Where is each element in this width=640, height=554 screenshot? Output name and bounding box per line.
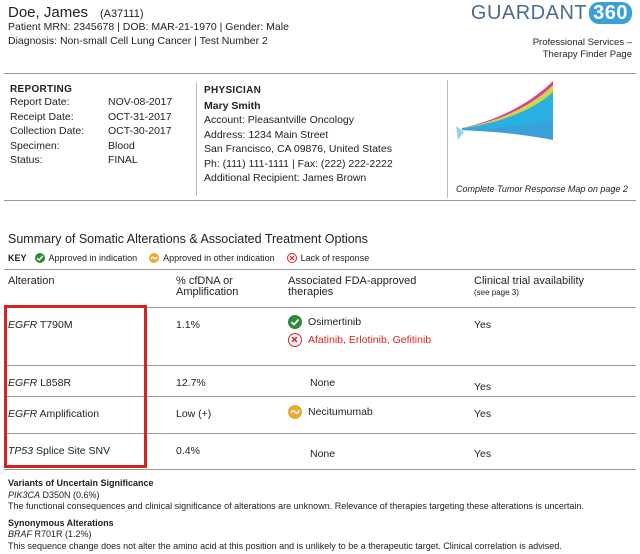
map-caption: Complete Tumor Response Map on page 2 bbox=[456, 184, 628, 194]
reporting-row: Status: FINAL bbox=[10, 154, 138, 166]
x-circle-icon bbox=[288, 333, 302, 347]
therapy-approved: Osimertinib bbox=[288, 315, 466, 329]
syn-variant: BRAF R701R (1.2%) bbox=[8, 529, 92, 539]
physician-address1: Address: 1234 Main Street bbox=[204, 128, 329, 141]
check-icon bbox=[288, 315, 302, 329]
patient-id: (A37111) bbox=[99, 8, 144, 20]
reporting-section bbox=[10, 84, 172, 169]
alteration-cell: EGFR Amplification bbox=[4, 397, 172, 434]
pct-cell: 0.4% bbox=[172, 434, 284, 470]
syn-text: This sequence change does not alter the amino acid at this position and is unlikely to be a therapeutic target. Clinical correlation is advised. bbox=[8, 540, 562, 551]
logo-number: 360 bbox=[589, 2, 632, 24]
header-alteration: Alteration bbox=[4, 270, 172, 308]
physician-address2: San Francisco, CA 09876, United States bbox=[204, 143, 392, 155]
section-divider bbox=[196, 82, 197, 196]
additional-variants bbox=[8, 478, 584, 552]
vous-text: The functional consequences and clinical significance of alterations are unknown. Relevance of therapies targeting these alterations is uncertain. bbox=[8, 501, 584, 511]
trial-cell: Yes bbox=[470, 434, 636, 470]
prof-line2: Therapy Finder Page bbox=[542, 49, 632, 60]
vous-variant: PIK3CA D350N (0.6%) bbox=[8, 489, 100, 500]
key-approved: Approved in indication bbox=[35, 253, 138, 263]
pct-cell: Low (+) bbox=[172, 397, 284, 434]
patient-name: Doe, James bbox=[8, 4, 89, 21]
header-cfdna: % cfDNA or Amplification bbox=[172, 270, 284, 308]
wave-icon bbox=[149, 253, 159, 263]
alteration-highlight-box bbox=[4, 305, 147, 468]
diagnosis-line: Diagnosis: Non-small Cell Lung Cancer | Test Number 2 bbox=[8, 35, 268, 47]
alteration-cell: EGFR T790M bbox=[4, 308, 172, 366]
tumor-response-map bbox=[447, 80, 634, 198]
patient-mrn-line: Patient MRN: 2345678 | DOB: MAR-21-1970 | Gender: Male bbox=[8, 21, 289, 33]
therapy-cell: None bbox=[284, 366, 470, 397]
guardant-logo bbox=[471, 2, 632, 25]
wave-icon bbox=[288, 405, 302, 419]
alteration-cell: TP53 Splice Site SNV bbox=[4, 434, 172, 470]
trial-cell: Yes bbox=[470, 366, 636, 397]
key-legend bbox=[8, 253, 381, 263]
reporting-title: REPORTING bbox=[10, 84, 73, 95]
physician-section bbox=[204, 84, 393, 186]
physician-recipient: Additional Recipient: James Brown bbox=[204, 172, 367, 184]
table-header-row bbox=[4, 270, 636, 308]
prof-line1: Professional Services – bbox=[532, 37, 632, 48]
therapy-cell bbox=[284, 308, 470, 366]
key-other: Approved in other indication bbox=[149, 253, 275, 263]
therapy-other-indication: Necitumumab bbox=[288, 405, 466, 419]
trial-cell: Yes bbox=[470, 397, 636, 434]
alteration-cell: EGFR L858R bbox=[4, 366, 172, 397]
pct-cell: 12.7% bbox=[172, 366, 284, 397]
header-fda: Associated FDA-approved therapies bbox=[284, 270, 470, 308]
key-label: KEY bbox=[8, 253, 27, 263]
therapy-lack: Afatinib, Erlotinib, Gefitinib bbox=[288, 333, 466, 347]
physician-phone: Ph: (111) 111-1111 | Fax: (222) 222-2222 bbox=[204, 157, 393, 170]
tumor-response-map-graphic bbox=[448, 80, 635, 180]
reporting-row: Specimen: Blood bbox=[10, 139, 135, 152]
logo-text: GUARDANT bbox=[470, 2, 588, 24]
physician-name: Mary Smith bbox=[204, 99, 261, 112]
reporting-row: Collection Date: OCT-30-2017 bbox=[10, 125, 172, 137]
vous-title: Variants of Uncertain Significance bbox=[8, 478, 154, 488]
summary-title: Summary of Somatic Alterations & Associated Treatment Options bbox=[8, 232, 368, 246]
trial-cell: Yes bbox=[470, 308, 636, 366]
key-lack: Lack of response bbox=[287, 253, 370, 263]
professional-services bbox=[533, 37, 632, 61]
report-info-box bbox=[4, 73, 636, 201]
physician-account: Account: Pleasantville Oncology bbox=[204, 114, 354, 126]
patient-name-line bbox=[8, 4, 144, 21]
header-trial: Clinical trial availability (see page 3) bbox=[470, 270, 636, 308]
reporting-row: Receipt Date: OCT-31-2017 bbox=[10, 110, 172, 123]
therapy-cell bbox=[284, 397, 470, 434]
reporting-row: Report Date: NOV-08-2017 bbox=[10, 96, 173, 108]
therapy-cell: None bbox=[284, 434, 470, 470]
check-icon bbox=[35, 253, 45, 263]
pct-cell: 1.1% bbox=[172, 308, 284, 366]
x-circle-icon bbox=[287, 253, 297, 263]
syn-title: Synonymous Alterations bbox=[8, 517, 114, 528]
physician-title: PHYSICIAN bbox=[204, 85, 262, 96]
